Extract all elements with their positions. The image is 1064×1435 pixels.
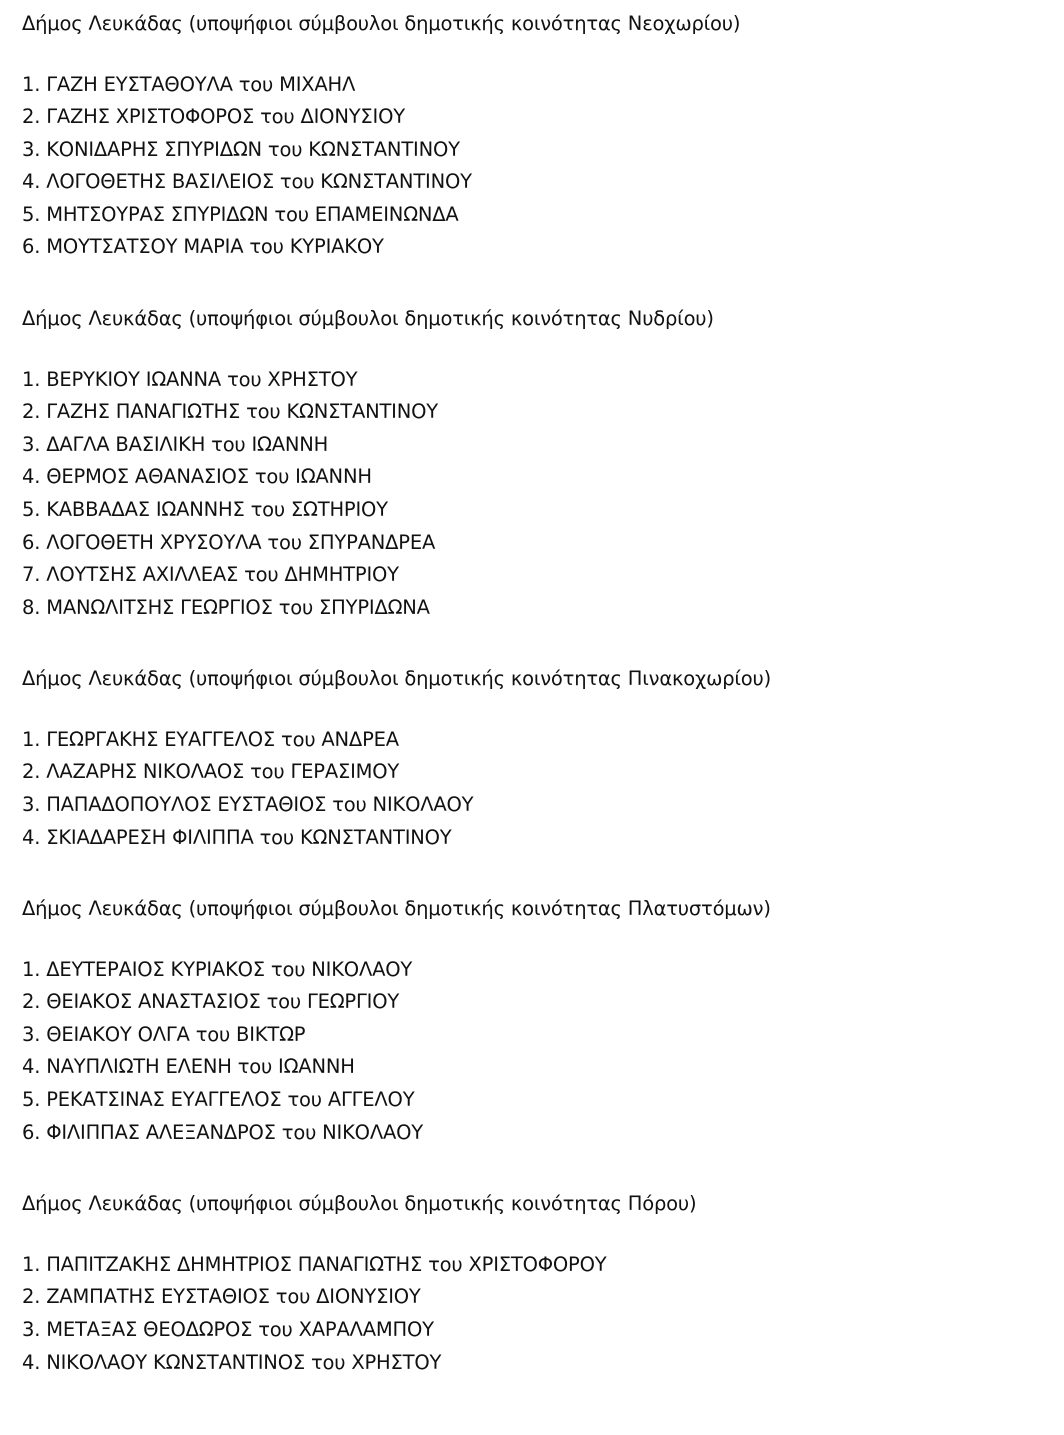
candidate-item: 3. ΜΕΤΑΞΑΣ ΘΕΟΔΩΡΟΣ του ΧΑΡΑΛΑΜΠΟΥ xyxy=(22,1317,434,1341)
candidate-item: 3. ΚΟΝΙΔΑΡΗΣ ΣΠΥΡΙΔΩΝ του ΚΩΝΣΤΑΝΤΙΝΟΥ xyxy=(22,137,460,161)
candidate-item: 2. ΘΕΙΑΚΟΣ ΑΝΑΣΤΑΣΙΟΣ του ΓΕΩΡΓΙΟΥ xyxy=(22,990,400,1014)
candidate-list xyxy=(22,954,1064,1150)
section-platystoma xyxy=(22,893,1064,1149)
section-title: Δήμος Λευκάδας (υποψήφιοι σύμβουλοι δημοτικής κοινότητας Νυδρίου) xyxy=(22,307,714,331)
candidate-list xyxy=(22,69,1064,265)
candidate-item: 5. ΡΕΚΑΤΣΙΝΑΣ ΕΥΑΓΓΕΛΟΣ του ΑΓΓΕΛΟΥ xyxy=(22,1088,415,1112)
section-title: Δήμος Λευκάδας (υποψήφιοι σύμβουλοι δημοτικής κοινότητας Πόρου) xyxy=(22,1192,697,1216)
candidate-item: 1. ΓΑΖΗ ΕΥΣΤΑΘΟΥΛΑ του ΜΙΧΑΗΛ xyxy=(22,72,356,96)
candidate-item: 8. ΜΑΝΩΛΙΤΣΗΣ ΓΕΩΡΓΙΟΣ του ΣΠΥΡΙΔΩΝΑ xyxy=(22,595,430,619)
candidate-item: 4. ΘΕΡΜΟΣ ΑΘΑΝΑΣΙΟΣ του ΙΩΑΝΝΗ xyxy=(22,465,372,489)
candidate-item: 3. ΔΑΓΛΑ ΒΑΣΙΛΙΚΗ του ΙΩΑΝΝΗ xyxy=(22,432,329,456)
section-poros xyxy=(22,1188,1064,1379)
candidate-item: 3. ΘΕΙΑΚΟΥ ΟΛΓΑ του ΒΙΚΤΩΡ xyxy=(22,1022,306,1046)
section-title: Δήμος Λευκάδας (υποψήφιοι σύμβουλοι δημοτικής κοινότητας Νεοχωρίου) xyxy=(22,12,741,35)
candidate-list xyxy=(22,724,1064,854)
candidate-item: 1. ΓΕΩΡΓΑΚΗΣ ΕΥΑΓΓΕΛΟΣ του ΑΝΔΡΕΑ xyxy=(22,727,399,751)
candidate-list xyxy=(22,1249,1064,1379)
candidate-item: 5. ΚΑΒΒΑΔΑΣ ΙΩΑΝΝΗΣ του ΣΩΤΗΡΙΟΥ xyxy=(22,497,388,521)
section-pinakochori xyxy=(22,663,1064,854)
candidate-item: 2. ΖΑΜΠΑΤΗΣ ΕΥΣΤΑΘΙΟΣ του ΔΙΟΝΥΣΙΟΥ xyxy=(22,1285,421,1309)
candidate-item: 4. ΛΟΓΟΘΕΤΗΣ ΒΑΣΙΛΕΙΟΣ του ΚΩΝΣΤΑΝΤΙΝΟΥ xyxy=(22,170,472,194)
section-title: Δήμος Λευκάδας (υποψήφιοι σύμβουλοι δημοτικής κοινότητας Πλατυστόμων) xyxy=(22,897,771,921)
candidate-item: 6. ΛΟΓΟΘΕΤΗ ΧΡΥΣΟΥΛΑ του ΣΠΥΡΑΝΔΡΕΑ xyxy=(22,530,436,554)
section-nydri xyxy=(22,303,1064,624)
candidate-item: 4. ΝΙΚΟΛΑΟΥ ΚΩΝΣΤΑΝΤΙΝΟΣ του ΧΡΗΣΤΟΥ xyxy=(22,1350,442,1374)
candidate-item: 7. ΛΟΥΤΣΗΣ ΑΧΙΛΛΕΑΣ του ΔΗΜΗΤΡΙΟΥ xyxy=(22,563,399,587)
candidate-item: 5. ΜΗΤΣΟΥΡΑΣ ΣΠΥΡΙΔΩΝ του ΕΠΑΜΕΙΝΩΝΔΑ xyxy=(22,202,459,226)
candidate-item: 1. ΒΕΡΥΚΙΟΥ ΙΩΑΝΝΑ του ΧΡΗΣΤΟΥ xyxy=(22,367,358,391)
candidate-item: 3. ΠΑΠΑΔΟΠΟΥΛΟΣ ΕΥΣΤΑΘΙΟΣ του ΝΙΚΟΛΑΟΥ xyxy=(22,793,474,816)
candidate-item: 6. ΜΟΥΤΣΑΤΣΟΥ ΜΑΡΙΑ του ΚΥΡΙΑΚΟΥ xyxy=(22,235,384,259)
candidate-item: 1. ΠΑΠΙΤΖΑΚΗΣ ΔΗΜΗΤΡΙΟΣ ΠΑΝΑΓΙΩΤΗΣ του ΧΡΙΣΤΟΦΟΡΟΥ xyxy=(22,1252,607,1276)
candidate-item: 1. ΔΕΥΤΕΡΑΙΟΣ ΚΥΡΙΑΚΟΣ του ΝΙΚΟΛΑΟΥ xyxy=(22,957,413,981)
section-title: Δήμος Λευκάδας (υποψήφιοι σύμβουλοι δημοτικής κοινότητας Πινακοχωρίου) xyxy=(22,667,772,691)
candidate-list xyxy=(22,364,1064,625)
candidate-item: 2. ΛΑΖΑΡΗΣ ΝΙΚΟΛΑΟΣ του ΓΕΡΑΣΙΜΟΥ xyxy=(22,760,400,784)
section-neochori xyxy=(22,8,1064,264)
candidate-item: 2. ΓΑΖΗΣ ΠΑΝΑΓΙΩΤΗΣ του ΚΩΝΣΤΑΝΤΙΝΟΥ xyxy=(22,400,438,424)
candidate-item: 4. ΣΚΙΑΔΑΡΕΣΗ ΦΙΛΙΠΠΑ του ΚΩΝΣΤΑΝΤΙΝΟΥ xyxy=(22,825,452,849)
candidate-item: 4. ΝΑΥΠΛΙΩΤΗ ΕΛΕΝΗ του ΙΩΑΝΝΗ xyxy=(22,1055,355,1079)
candidate-item: 2. ΓΑΖΗΣ ΧΡΙΣΤΟΦΟΡΟΣ του ΔΙΟΝΥΣΙΟΥ xyxy=(22,105,405,129)
candidate-item: 6. ΦΙΛΙΠΠΑΣ ΑΛΕΞΑΝΔΡΟΣ του ΝΙΚΟΛΑΟΥ xyxy=(22,1120,423,1144)
